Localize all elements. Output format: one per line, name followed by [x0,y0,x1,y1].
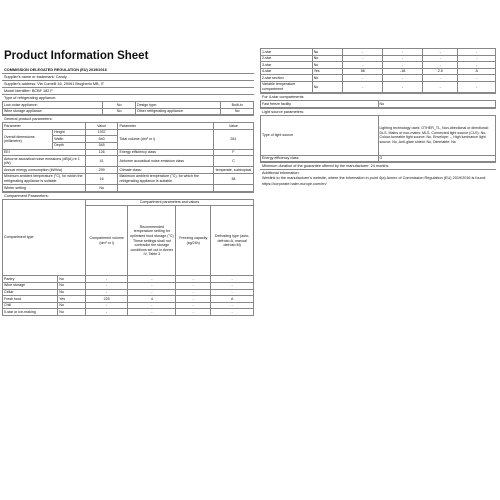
table-cell: F [213,149,253,156]
table-cell: - [343,55,383,62]
table-cell: - [458,55,496,62]
table-cell: - [128,282,176,289]
table-cell: - [343,49,383,56]
table-cell: Built-in [221,102,254,109]
compartment-section-title: Compartment Parameters: [2,192,254,199]
table-cell: - [458,62,496,69]
table-cell: - [343,62,383,69]
table-cell: No [85,185,118,192]
table-cell: Variable temperature compartment [261,81,313,92]
table-cell: - [128,309,176,316]
table-cell: No [58,289,86,296]
table-cell: 2.5 [423,68,458,75]
table-cell: No [221,108,254,115]
table-row [261,115,496,155]
table-row [3,282,254,289]
table-cell: C [213,156,253,167]
table-cell: 2-star section [261,75,313,82]
table-cell: - [211,276,254,283]
page-title: Product Information Sheet [4,50,149,62]
table-cell: Energy efficiency class [261,155,379,162]
table-cell: No [312,49,343,56]
regulation-line: COMMISSION DELEGATED REGULATION (EU) 2019/2016 [4,68,107,72]
table-cell: - [383,81,423,92]
table-cell: - [423,49,458,56]
table-cell: Airborne acoustical noise emission class [118,156,213,167]
table-cell: No [312,75,343,82]
table-cell: 4-star [261,68,313,75]
table-cell: temperate, subtropical [213,167,253,174]
table-cell: - [176,276,211,283]
table-cell: 41 [85,156,118,167]
table-row [3,276,254,283]
table-cell: Low-noise appliance: [3,102,103,109]
table-cell: 545 [85,142,118,149]
table-header: Compartment parameters and values [85,199,253,206]
table-cell: - [343,75,383,82]
table-header-row [3,123,254,130]
general-section-title: General product parameters: [2,115,254,122]
table-cell: Energy efficiency class [118,149,213,156]
table-cell: 56 [343,68,383,75]
table-row [261,101,496,108]
general-parameters-table [2,122,254,192]
guarantee-value: 24 months [370,164,389,169]
type-section-title: Type of refrigerating appliance: [2,94,254,101]
table-cell: Other refrigerating appliance: [136,108,221,115]
table-row [261,68,496,75]
table-header: Freezing capacity (kg/24h) [176,206,211,276]
compartment-rows [3,276,254,316]
compartment-rows-continued [261,49,496,93]
product-information-sheet [2,48,498,458]
table-cell: 16 [85,173,118,184]
table-header: Defrosting type (auto-defrost=A, manual defrost=M) [211,206,254,276]
table-header: Value [85,123,118,130]
table-cell: Fast freeze facility [261,101,379,108]
table-cell: - [383,55,423,62]
table-cell: No [58,302,86,309]
table-cell: A [458,68,496,75]
supplier-name: Supplier's name or trademark: Candy [2,73,254,80]
table-row [3,167,254,174]
table-cell: Depth [53,142,86,149]
table-row [3,173,254,184]
table-cell: - [176,282,211,289]
table-cell: A [211,296,254,303]
table-cell: No [103,108,136,115]
table-cell: Fresh food [3,296,58,303]
table-cell: G [378,155,496,162]
weblink-value: https://corporate.haier-europe.com/en/ [262,182,327,187]
table-cell: No [312,55,343,62]
table-cell: 225 [85,296,128,303]
table-cell: Type of light source [261,115,379,155]
table-cell: No [58,282,86,289]
table-cell: No [312,81,343,92]
table-cell: - [211,309,254,316]
table-cell: Lighting technology used: OTHER_TL, Non-directional or directional: DLS, Mains or non-mains: MLS, Connected light source (CLS): No, Colour-tuneable light source: No, Envelope: -, High luminance light source: No, Anti-glare shield: No, Dimmable: No [378,115,496,155]
table-cell: 3-star [261,62,313,69]
table-cell: - [423,81,458,92]
table-header: Compartment volume (dm³ or l) [85,206,128,276]
table-cell: 38 [213,173,253,184]
table-cell: - [85,276,128,283]
table-cell [213,185,253,192]
table-cell: - [458,75,496,82]
table-cell: No [312,62,343,69]
guarantee-line [260,162,496,170]
table-cell: 299 [85,167,118,174]
four-star-section-title: For 4-star compartments [260,93,496,100]
table-row [3,156,254,167]
left-column [2,48,254,316]
table-row [3,302,254,309]
table-cell: Overall dimensions (millimetre) [3,129,53,149]
table-cell: Yes [58,296,86,303]
table-header: Recommended temperature setting for optimised food storage (°C) These settings shall not contradict the storage conditions set out in Annex IV, Table 3 [128,206,176,276]
table-cell: Width [53,136,86,143]
table-cell: Pantry [3,276,58,283]
table-row [3,289,254,296]
compartment-table-continued [260,48,496,93]
light-section-title: Light source parameters: [260,108,496,115]
table-cell: - [176,302,211,309]
table-header: Parameter [3,123,86,130]
table-cell: - [383,62,423,69]
additional-info-label: Additional information: [262,171,300,176]
table-cell: - [383,75,423,82]
table-cell: - [85,282,128,289]
table-header-row [3,199,254,206]
table-row [261,55,496,62]
table-cell: Height [53,129,86,136]
table-cell: - [423,55,458,62]
table-cell: 1937 [85,129,118,136]
table-cell: No [58,276,86,283]
model-identifier: Model identifier: BCBF 182 F [2,87,254,94]
light-source-table [260,115,496,163]
fast-freeze-table [260,100,496,108]
table-cell: 0-star or ice-making [3,309,58,316]
table-row [261,62,496,69]
table-cell: - [458,81,496,92]
weblink-label: Weblink to the manufacturer's website, where the information in point 4(a) Annex of Commission Regulation (EU) 2019/2016 is found: [262,176,486,181]
table-cell: 4 [128,296,176,303]
table-cell: Minimum ambient temperature (°C), for which the refrigerating appliance is suitable [3,173,86,184]
table-cell: Maximum ambient temperature (°C), for which the refrigerating appliance is suitable [118,173,213,184]
table-cell: Chill [3,302,58,309]
table-cell: No [58,309,86,316]
table-cell: - [176,309,211,316]
table-row [3,309,254,316]
table-cell: - [458,49,496,56]
table-cell: - [211,302,254,309]
table-cell: Yes [312,68,343,75]
table-cell: Design type: [136,102,221,109]
table-cell: 540 [85,136,118,143]
table-header: Compartment type [3,199,86,276]
table-row [261,49,496,56]
table-cell: - [383,49,423,56]
table-cell: - [128,302,176,309]
table-cell: No [378,101,496,108]
table-row [3,129,254,136]
table-cell: Cellar [3,289,58,296]
table-cell: - [85,309,128,316]
type-table [2,101,254,115]
supplier-address: Supplier's address: Via Comelli 16, 20061 Brugherio MB, IT [2,80,254,87]
right-column [260,48,496,187]
table-cell: - [211,282,254,289]
table-row [3,149,254,156]
table-cell: 281 [213,129,253,149]
table-header: Parameter [118,123,213,130]
guarantee-label: Minimum duration of the guarantee offered by the manufacturer: [262,164,370,169]
table-cell: 126 [85,149,118,156]
table-row [3,108,254,115]
table-cell: Winter setting [3,185,86,192]
table-cell: 2-star [261,55,313,62]
table-cell: - [211,289,254,296]
table-cell: Airborne acoustical noise emissions (dB(A) re 1 pW) [3,156,86,167]
table-row [3,102,254,109]
table-cell: - [176,296,211,303]
table-cell: Wine storage appliance: [3,108,103,115]
table-cell: No [103,102,136,109]
compartment-table [2,199,254,316]
table-row [3,185,254,192]
table-cell: - [423,62,458,69]
table-cell: -18 [383,68,423,75]
table-cell: Climate class: [118,167,213,174]
table-cell [118,185,213,192]
table-cell: - [176,289,211,296]
table-row [3,296,254,303]
table-cell: - [85,302,128,309]
table-cell: Total volume (dm³ or l) [118,129,213,149]
table-cell: - [128,289,176,296]
table-cell: - [423,75,458,82]
table-cell: EEI [3,149,86,156]
table-header: Value [213,123,253,130]
table-cell: Annual energy consumption (kWh/a) [3,167,86,174]
table-row [261,155,496,162]
table-row [261,75,496,82]
table-cell: - [128,276,176,283]
table-row [261,81,496,92]
table-cell: - [343,81,383,92]
table-cell: - [85,289,128,296]
table-cell: 1-star [261,49,313,56]
table-cell: Wine storage [3,282,58,289]
